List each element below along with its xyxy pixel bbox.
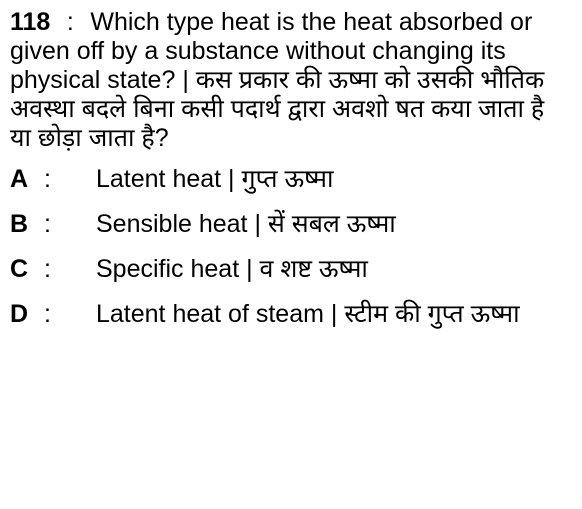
- option-text: Specific heat | व शष्ट ऊष्मा: [96, 255, 368, 283]
- option-letter: B: [10, 210, 29, 238]
- option-letter: C: [10, 255, 29, 283]
- question-hindi: कस प्रकार की ऊष्मा को उसकी भौतिक अवस्था बदले बिना कसी पदार्थ द्वारा अवशो षत कया जाता है या छोड़ा जाता है?: [10, 66, 545, 152]
- option-text: Latent heat | गुप्त ऊष्मा: [96, 165, 334, 193]
- options-list: [10, 157, 572, 337]
- question-card: [10, 8, 572, 337]
- question-text: [10, 8, 572, 153]
- option-letter: D: [10, 300, 29, 328]
- question-english: Which type heat is the heat absorbed or given off by a substance without changing its physical state? |: [10, 8, 533, 94]
- option-letter: A: [10, 165, 29, 193]
- option-c[interactable]: [10, 247, 572, 292]
- option-b[interactable]: [10, 202, 572, 247]
- option-text: Latent heat of steam | स्टीम की गुप्त ऊष्मा: [96, 300, 520, 328]
- option-a[interactable]: [10, 157, 572, 202]
- option-text: Sensible heat | सें सबल ऊष्मा: [96, 210, 396, 238]
- option-separator: :: [44, 165, 51, 193]
- option-separator: :: [44, 300, 51, 328]
- option-separator: :: [44, 255, 51, 283]
- question-separator: :: [66, 8, 74, 36]
- question-number: 118: [10, 8, 51, 36]
- option-separator: :: [44, 210, 51, 238]
- option-d[interactable]: [10, 292, 572, 337]
